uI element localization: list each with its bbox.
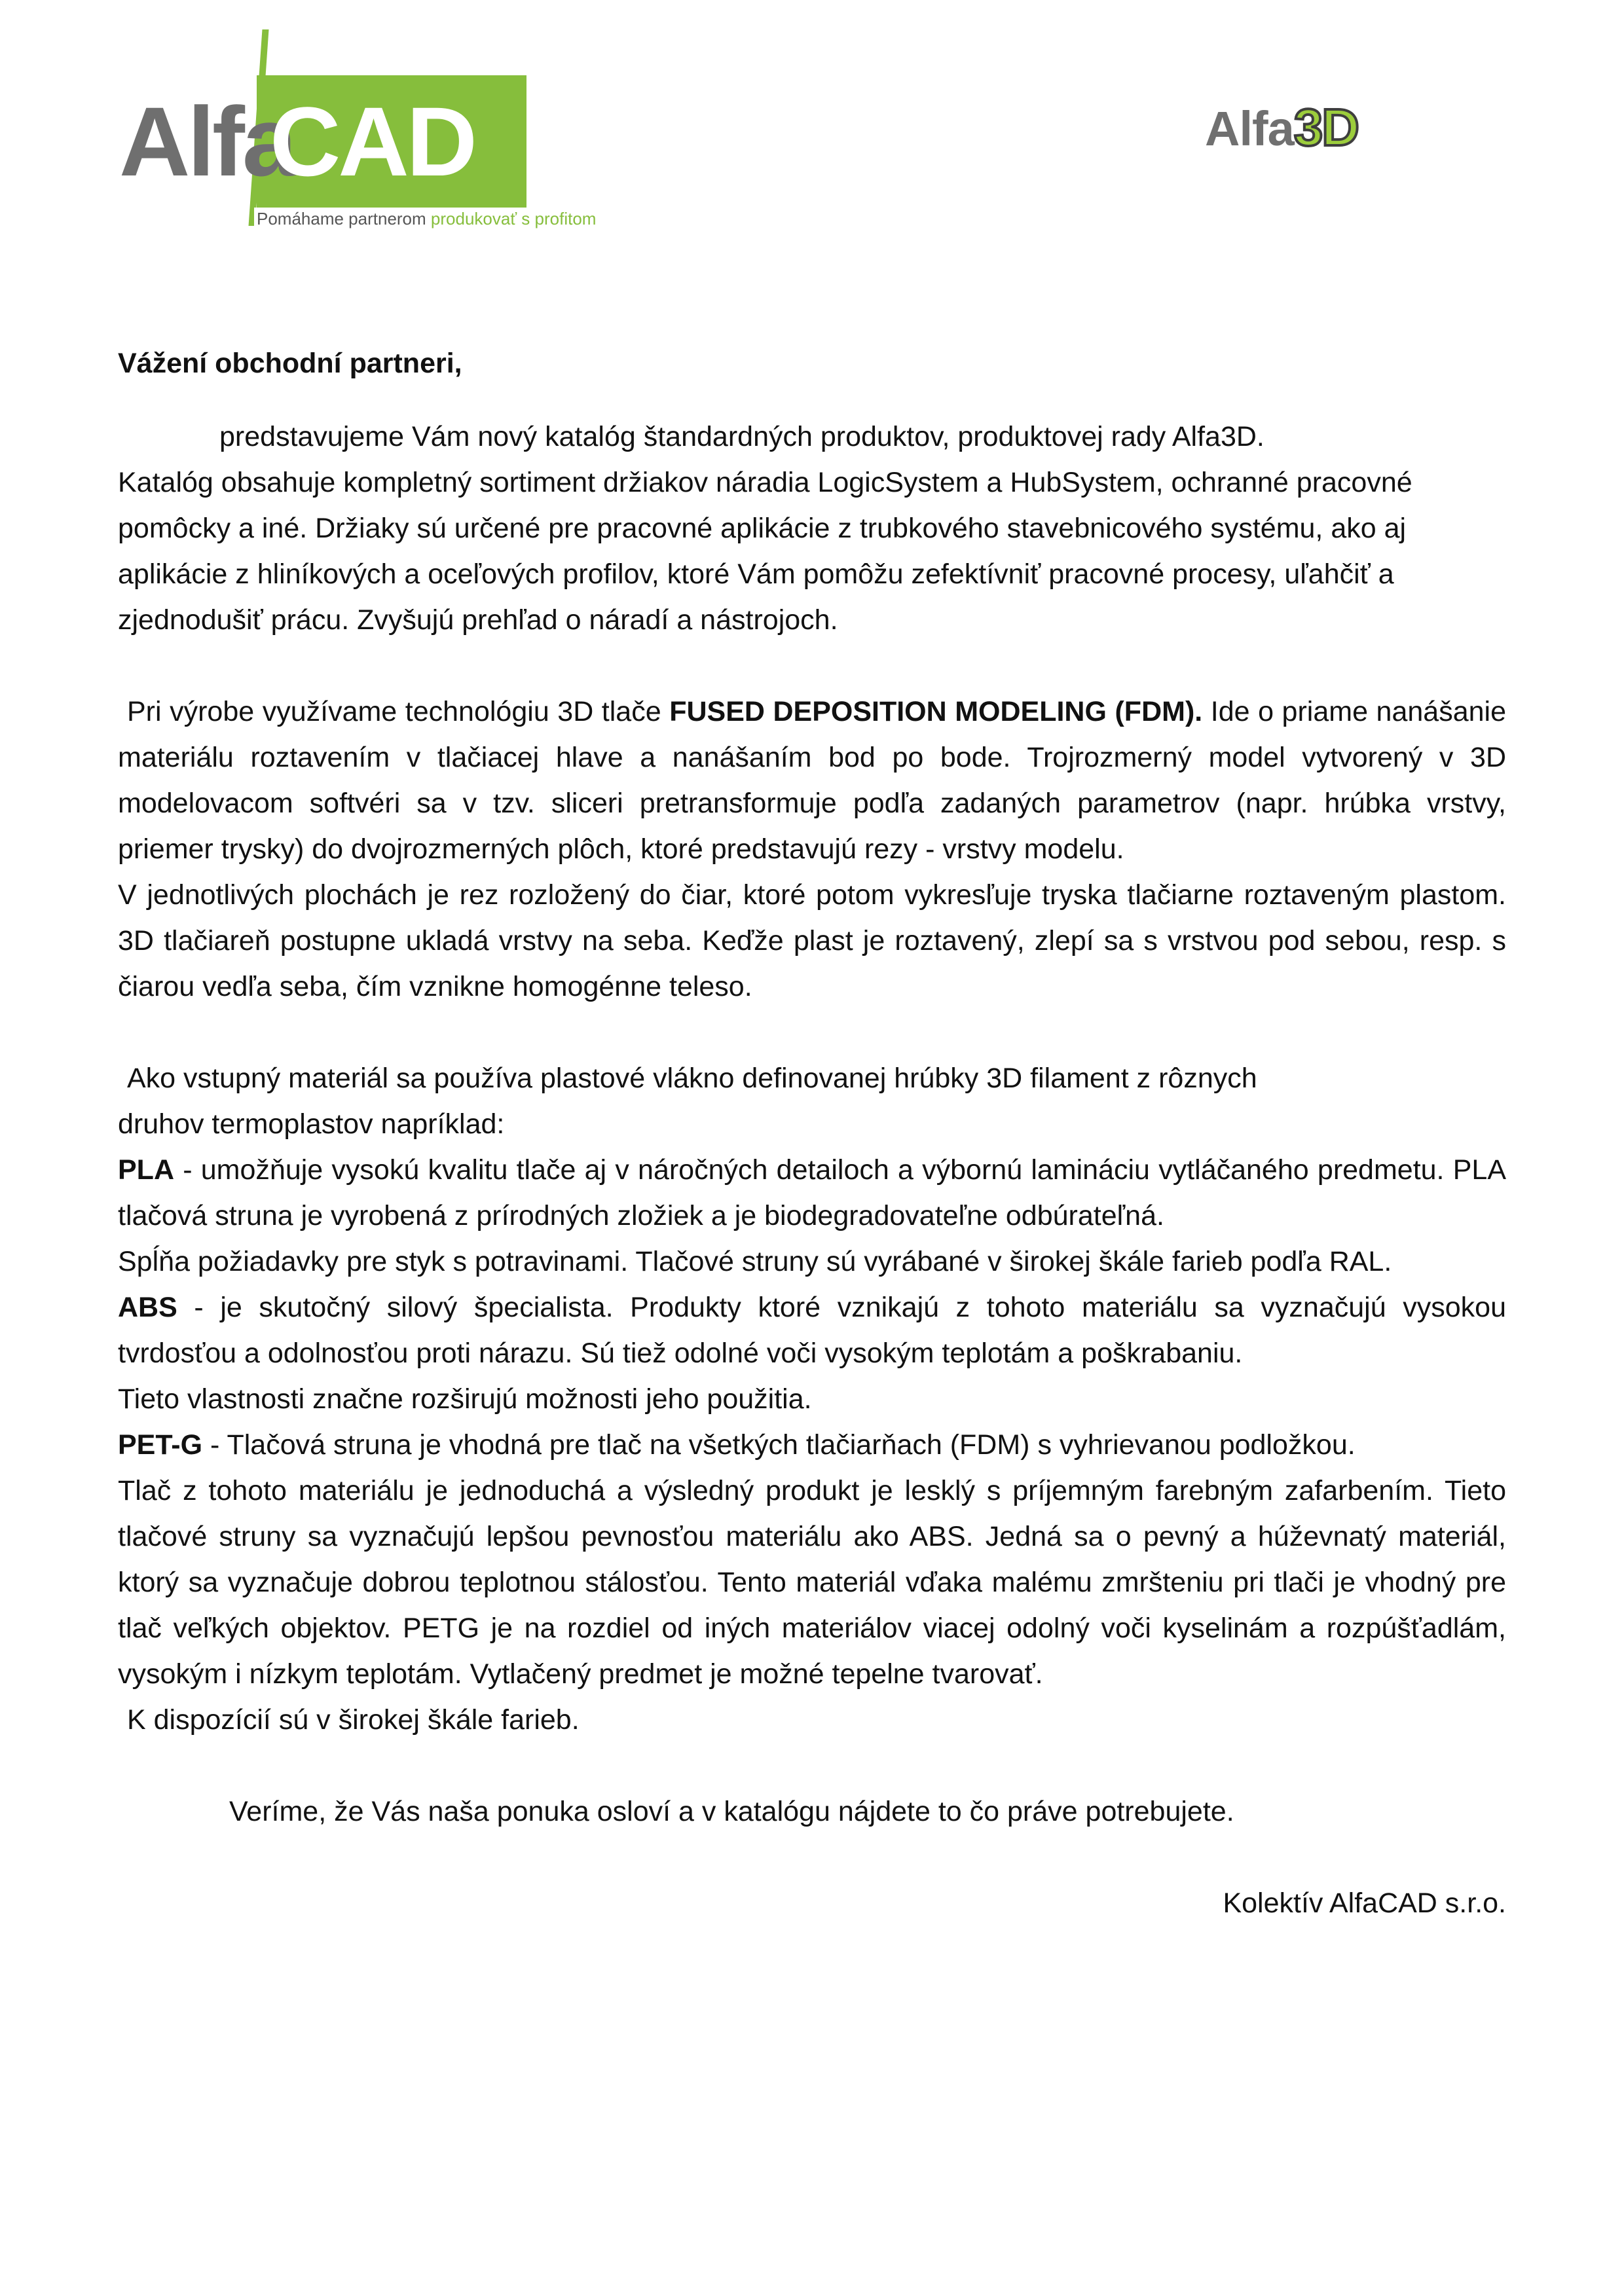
tagline-part-2: produkovať s profitom	[430, 209, 597, 228]
logo-word-alfa: Alfa	[119, 86, 295, 196]
signature: Kolektív AlfaCAD s.r.o.	[1223, 1887, 1506, 1919]
material-petg	[118, 1422, 1506, 1468]
material-pla	[118, 1147, 1506, 1239]
fdm-lead: Pri výrobe využívame technológiu 3D tlače	[127, 696, 670, 727]
material-abs-label: ABS	[118, 1292, 177, 1323]
alfacad-logo	[118, 29, 597, 246]
material-petg-text: - Tlačová struna je vhodná pre tlač na všetkých tlačiarňach (FDM) s vyhrievanou podložkou.	[202, 1429, 1356, 1461]
materials-intro-line2: druhov termoplastov napríklad:	[118, 1108, 505, 1140]
closing-sentence: Veríme, že Vás naša ponuka osloví a v katalógu nájdete to čo práve potrebujete.	[229, 1796, 1234, 1827]
material-abs-text: - je skutočný silový špecialista. Produkty ktoré vznikajú z tohoto materiálu sa vyznačujú vysokou tvrdosťou a odolnosťou proti nárazu. Sú tiež odolné voči vysokým teplotám a poškrabaniu.	[118, 1292, 1506, 1369]
material-pla-text: - umožňuje vysokú kvalitu tlače aj v náročných detailoch a výbornú lamináciu vytláčaného predmetu. PLA tlačová struna je vyrobená z prírodných zložiek a je biodegradovateľne odbúrateľná.	[118, 1154, 1506, 1231]
salutation: Vážení obchodní partneri,	[118, 348, 462, 379]
intro-paragraph-line1: predstavujeme Vám nový katalóg štandardných produktov, produktovej rady Alfa3D.	[219, 421, 1264, 452]
logo-word-cad: CAD	[270, 86, 475, 196]
tagline-part-1: Pomáhame partnerom	[257, 209, 431, 228]
material-abs	[118, 1285, 1506, 1376]
fdm-paragraph	[118, 689, 1506, 872]
material-petg-text-3: K dispozícií sú v širokej škále farieb.	[127, 1704, 580, 1736]
material-abs-text-2: Tieto vlastnosti značne rozširujú možnosti jeho použitia.	[118, 1383, 812, 1415]
fdm-technology-name: FUSED DEPOSITION MODELING (FDM).	[669, 696, 1203, 727]
alfa3d-logo	[1205, 98, 1395, 157]
alfa3d-word-3d: 3D	[1293, 98, 1359, 156]
fdm-description: Ide o priame nanášanie materiálu roztavením v tlačiacej hlave a nanášaním bod po bode. Trojrozmerný model vytvorený v 3D modelovacom softvéri sa v tzv. sliceri pretransformuje podľa zadaných parametrov (napr. hrúbka vrstvy, priemer trysky) do dvojrozmerných plôch, ktoré predstavujú rezy - vrstvy modelu.	[118, 696, 1507, 865]
letter-body	[118, 340, 1506, 1926]
material-petg-label: PET-G	[118, 1429, 203, 1461]
logo-tagline	[254, 208, 600, 228]
intro-paragraph: Katalóg obsahuje kompletný sortiment držiakov náradia LogicSystem a HubSystem, ochranné pracovné pomôcky a iné. Držiaky sú určené pre pracovné aplikácie z trubkového stavebnicového systému, ako aj aplikácie z hliníkových a oceľových profilov, ktoré Vám pomôžu zefektívniť pracovné procesy, uľahčiť a zjednodušiť prácu. Zvyšujú prehľad o náradí a nástrojoch.	[118, 467, 1412, 636]
fdm-paragraph-2: V jednotlivých plochách je rez rozložený do čiar, ktoré potom vykresľuje tryska tlačiarne roztaveným plastom. 3D tlačiareň postupne ukladá vrstvy na seba. Keďže plast je roztavený, zlepí sa s vrstvou pod sebou, resp. s čiarou vedľa seba, čím vznikne homogénne teleso.	[118, 879, 1506, 1002]
alfa3d-word-alfa: Alfa	[1205, 101, 1294, 156]
materials-intro-line1: Ako vstupný materiál sa používa plastové vlákno definovanej hrúbky 3D filament z rôznych	[127, 1063, 1257, 1094]
material-pla-text-2: Spĺňa požiadavky pre styk s potravinami. Tlačové struny sú vyrábané v širokej škále farieb podľa RAL.	[118, 1246, 1392, 1277]
material-petg-text-2: Tlač z tohoto materiálu je jednoduchá a výsledný produkt je lesklý s príjemným farebným zafarbením. Tieto tlačové struny sa vyznačujú lepšou pevnosťou materiálu ako ABS. Jedná sa o pevný a húževnatý materiál, ktorý sa vyznačuje dobrou teplotnou stálosťou. Tento materiál vďaka malému zmršteniu pri tlači je vhodný pre tlač veľkých objektov. PETG je na rozdiel od iných materiálov viacej odolný voči kyselinám a rozpúšťadlám, vysokým i nízkym teplotám. Vytlačený predmet je možné tepelne tvarovať.	[118, 1475, 1506, 1690]
material-pla-label: PLA	[118, 1154, 174, 1186]
